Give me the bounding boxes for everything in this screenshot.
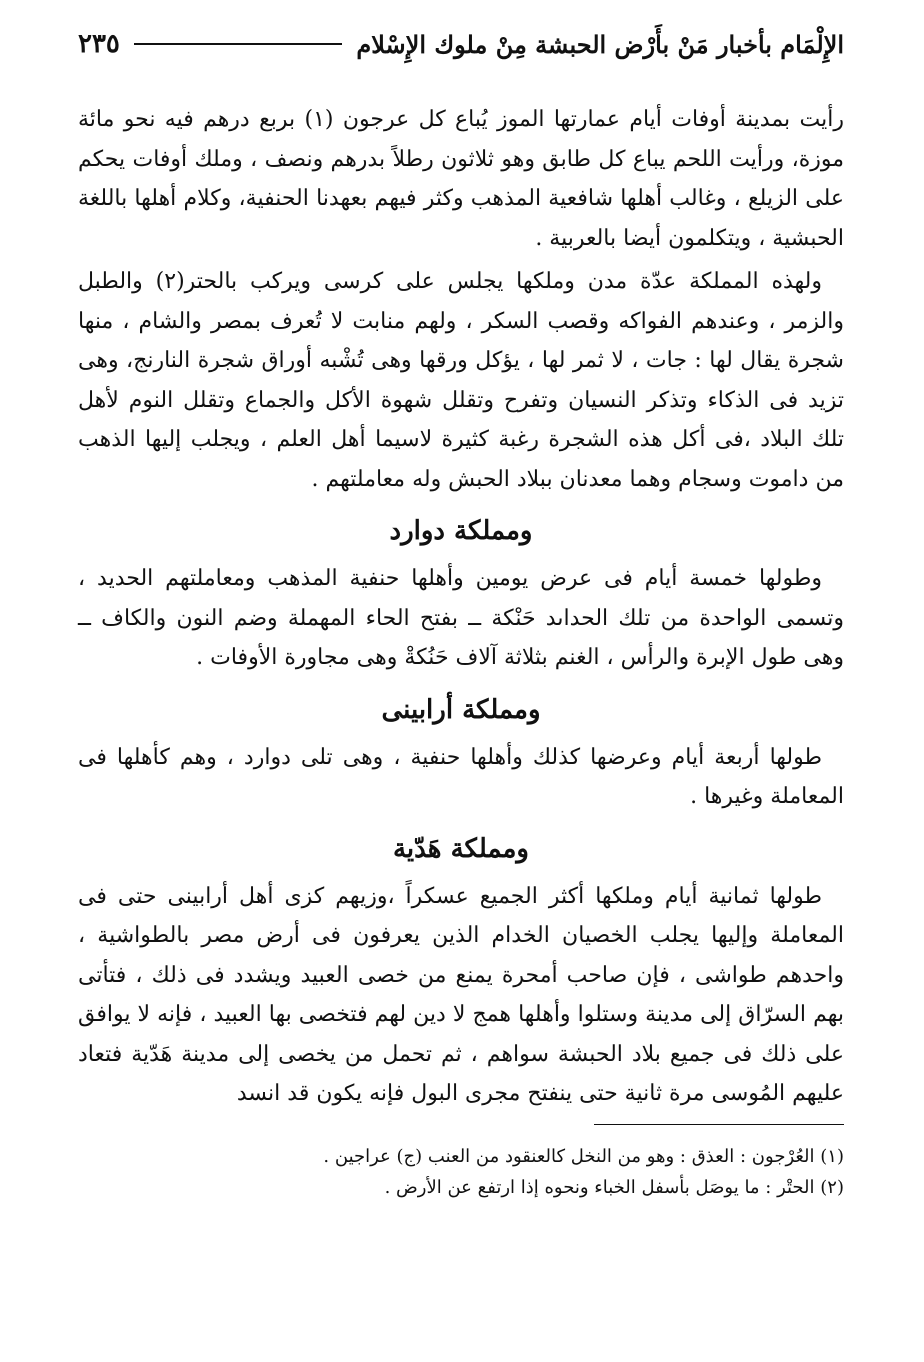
header-rule [134,43,342,45]
heading-dawaro: ومملكة دوارد [389,516,533,546]
page-number: ٢٣٥ [78,29,120,59]
running-title: الإِلْمَام بأخبار مَنْ بأَرْض الحبشة مِنْ ملوك الإِسْلام [356,29,844,59]
footnote-1: (١) العُرْجون : العذق : وهو من النخل كالعنقود من العنب (ج) عراجين . [323,1145,844,1167]
footnote-2: (٢) الحتْر : ما يوصَل بأسفل الخباء ونحوه إذا ارتفع عن الأرض . [384,1176,844,1198]
paragraph-awfat-market: رأيت بمدينة أوفات أيام عمارتها الموز يُباع كل عرجون (١) بربع درهم فيه نحو مائة موزة، ورأيت اللحم يباع كل طابق وهو ثلاثون رطلاً بدرهم ونصف ، وملك أوفات يحكم على الزيلع ، وغالب أهلها شافعية المذهب وكثر فيهم بعهدنا الحنفية، وكلام أهلها باللغة الحبشية ، ويتكلمون أيضا بالعربية . [78,107,844,251]
heading-hadiya: ومملكة هَدّية [392,833,529,864]
running-header [78,22,844,66]
footnotes [78,1141,844,1203]
paragraph-kingdom-plants: ولهذه المملكة عدّة مدن وملكها يجلس على كرسى ويركب بالحتر(٢) والطبل والزمر ، وعندهم الفواكه وقصب السكر ، ولهم منابت لا تُعرف بمصر والشام ، منها شجرة يقال لها : جات ، لا ثمر لها ، يؤكل ورقها وهى تُشْبه أوراق شجرة النارنج، وهى تزيد فى الذكاء وتذكر النسيان وتفرح وتقلل شهوة الأكل والجماع وتقلل النوم لأهل تلك البلاد ،فى أكل هذه الشجرة رغبة كثيرة لاسيما أهل العلم ، ويجلب إليها الذهب من داموت وسجام وهما معدنان ببلاد الحبش وله معاملتهم . [78,269,844,492]
heading-arababni: ومملكة أرابينى [381,694,541,725]
paragraph-arababni: طولها أربعة أيام وعرضها كذلك وأهلها حنفية ، وهى تلى دوارد ، وهم كأهلها فى المعاملة وغيرها . [78,744,844,809]
paragraph-hadiya: طولها ثمانية أيام وملكها أكثر الجميع عسكراً ،وزيهم كزى أهل أرابينى حتى فى المعاملة وإليها يجلب الخصيان الخدام الذين يعرفون فى أرض مصر بالطواشية ، واحدهم طواشى ، فإن صاحب أمحرة يمنع من خصى العبيد ويشدد فى ذلك ، فتأتى بهم السرّاق إلى مدينة وستلوا وأهلها همج لا دين لهم فتخصى بها العبيد ، فإنه لا يوافق على ذلك فى جميع بلاد الحبشة سواهم ، ثم تحمل من يخصى إلى مدينة هَدّية فتعاد عليهم المُوسى مرة ثانية حتى ينفتح مجرى البول فإنه يكون قد انسد [78,883,844,1106]
main-text [78,100,844,1114]
paragraph-dawaro: وطولها خمسة أيام فى عرض يومين وأهلها حنفية المذهب ومعاملتهم الحديد ، وتسمى الواحدة من تلك الحداىد حَنْكة ــ بفتح الحاء المهملة وضم النون والكاف ــ وهى طول الإبرة والرأس ، الغنم بثلاثة آلاف حَنُكةْ وهى مجاورة الأوفات . [78,566,844,670]
footnote-rule [594,1124,844,1125]
